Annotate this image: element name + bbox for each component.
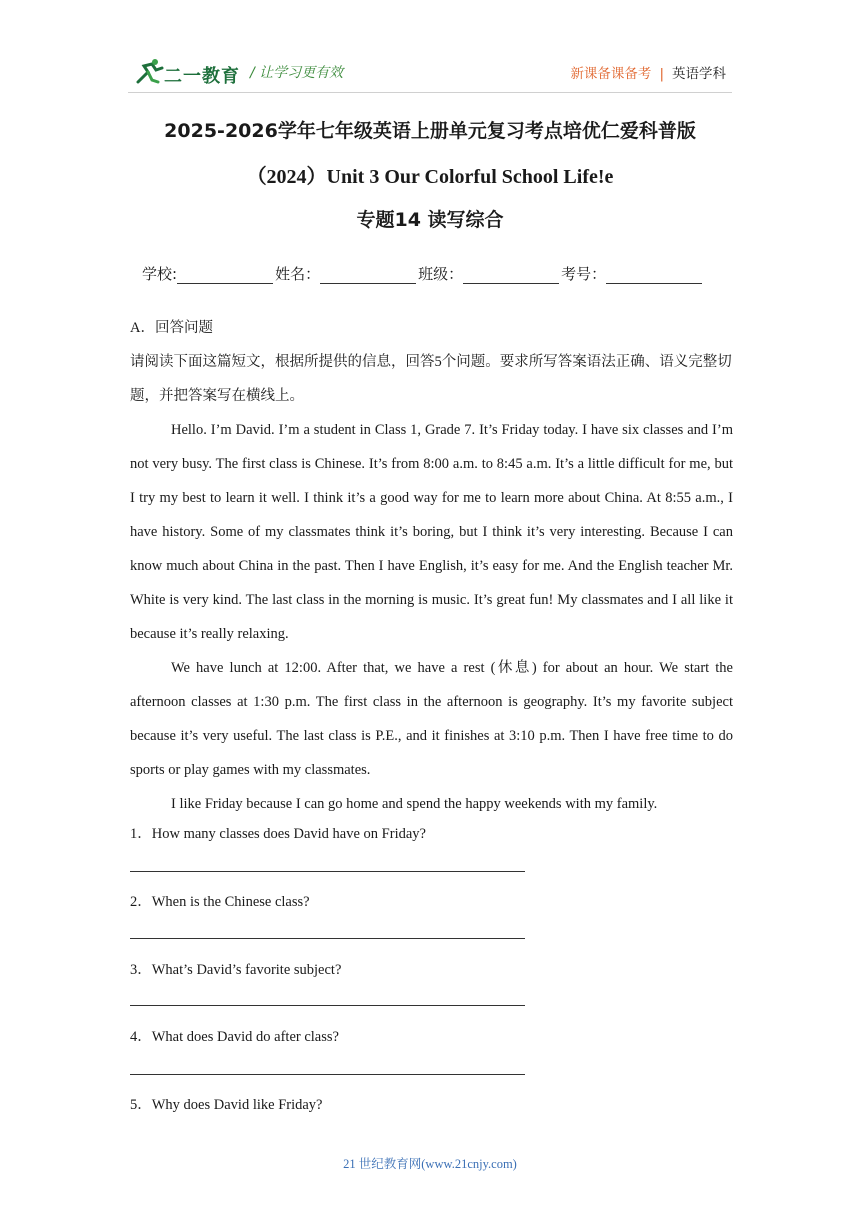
runner-logo-icon: [134, 58, 164, 88]
school-label: 学校:: [142, 265, 178, 283]
section-instruction: 请阅读下面这篇短文，根据所提供的信息，回答5个问题。要求所写答案语法正确、语义完整切题，并把答案写在横线上。: [130, 354, 732, 404]
topic-title: 专题14 读写综合: [356, 209, 504, 231]
tag-subject: 英语学科: [672, 66, 726, 82]
question-2: 2．When is the Chinese class?: [130, 894, 310, 910]
page-header: [128, 52, 732, 92]
question-1: 1．How many classes does David have on Friday?: [130, 826, 426, 842]
answer-line-3[interactable]: [130, 1005, 525, 1006]
header-divider: [128, 92, 732, 93]
question-3: 3．What’s David’s favorite subject?: [130, 962, 342, 978]
name-label: 姓名：: [275, 265, 321, 283]
answer-line-1[interactable]: [130, 871, 525, 872]
logo-text: 二一教育: [164, 66, 240, 87]
tag-separator: |: [659, 66, 664, 82]
question-4: 4．What does David do after class?: [130, 1029, 339, 1045]
tag-course-prep: 新课备课备考: [570, 66, 652, 82]
section-heading: A．回答问题: [130, 320, 213, 336]
answer-line-4[interactable]: [130, 1074, 525, 1075]
school-blank[interactable]: [177, 267, 273, 284]
exam-number-label: 考号：: [561, 265, 607, 283]
passage-paragraph: We have lunch at 12:00. After that, we have a rest (休息) for about an hour. We start the afternoon classes at 1:30 p.m. The first class in the afternoon is geography. It’s my favorite subject because it’s very useful. The last class is P.E., and it finishes at 3:10 p.m. Then I have free time to do sports or play games with my classmates.: [130, 660, 733, 778]
exam-number-blank[interactable]: [606, 267, 702, 284]
class-blank[interactable]: [463, 267, 559, 284]
name-blank[interactable]: [320, 267, 416, 284]
question-5: 5．Why does David like Friday?: [130, 1097, 323, 1113]
class-label: 班级：: [418, 265, 464, 283]
passage-paragraph: I like Friday because I can go home and spend the happy weekends with my family.: [171, 796, 658, 812]
document-subtitle: （2024）Unit 3 Our Colorful School Life!e: [246, 166, 614, 188]
reading-section: [130, 311, 733, 821]
footer-source: 21 世纪教育网(www.21cnjy.com): [343, 1157, 517, 1171]
header-tags: [570, 62, 726, 82]
logo: [134, 58, 244, 88]
passage-paragraph: Hello. I’m David. I’m a student in Class 1, Grade 7. It’s Friday today. I have six classes and I’m not very busy. The first class is Chinese. It’s from 8:00 a.m. to 8:45 a.m. It’s a little difficult for me, but I try my best to learn it well. I think it’s a good way for me to learn more about China. At 8:55 a.m., I have history. Some of my classmates think it’s boring, but I think it’s very interesting. Because I can know much about China in the past. Then I have English, it’s easy for me. And the English teacher Mr. White is very kind. The last class in the morning is music. It’s great fun! My classmates and I all like it because it’s really relaxing.: [130, 422, 733, 642]
slogan: / 让学习更有效: [250, 65, 344, 81]
document-title: 2025-2026学年七年级英语上册单元复习考点培优仁爱科普版: [164, 120, 696, 142]
student-info-fields: [142, 263, 704, 284]
answer-line-2[interactable]: [130, 938, 525, 939]
